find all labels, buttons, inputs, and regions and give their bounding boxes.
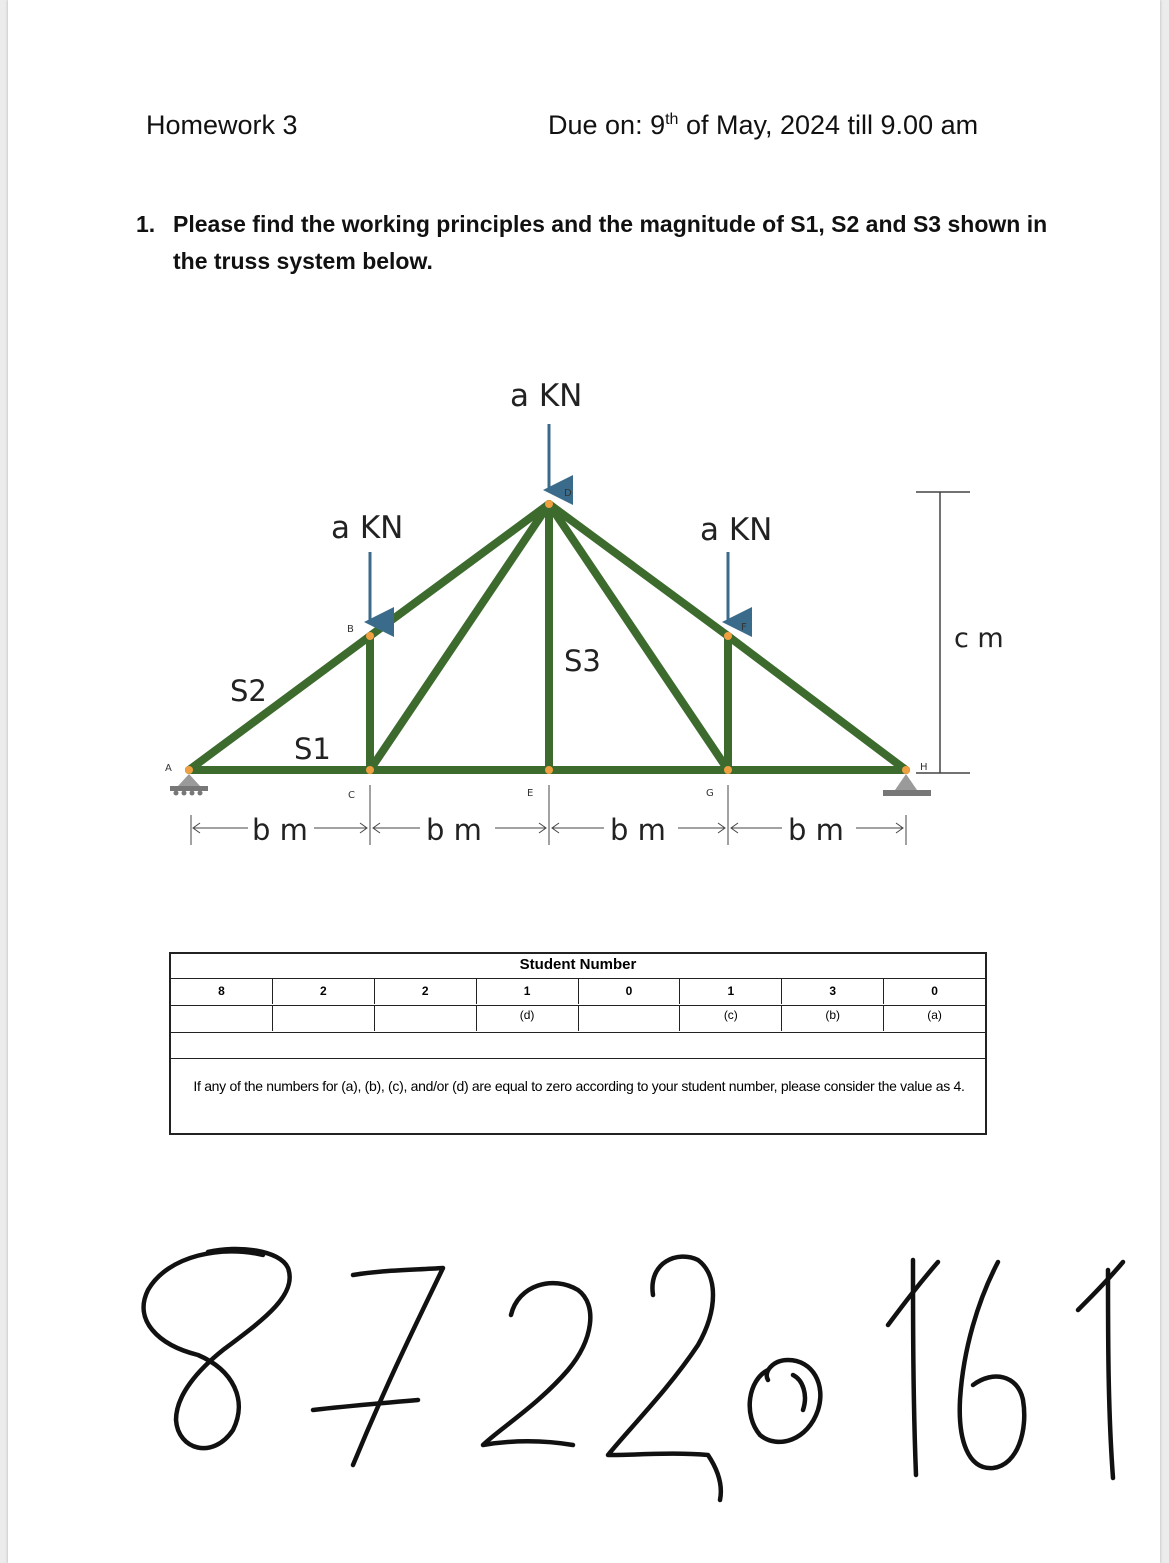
height-label: c m [954, 623, 1004, 654]
table-note: If any of the numbers for (a), (b), (c), and/or (d) are equal to zero according to your student number, please consider the value as 4. [193, 1078, 965, 1094]
digit-cell: 1 [680, 979, 782, 1004]
node-label-c: C [348, 790, 355, 801]
digit-cell: 8 [171, 979, 273, 1004]
node-label-d: D [564, 488, 572, 499]
load-label-d: a KN [510, 378, 583, 414]
digit-cell: 3 [782, 979, 884, 1004]
question-text: Please find the working principles and the magnitude of S1, S2 and S3 shown in the truss system below. [173, 211, 1048, 274]
member-label-s2: S2 [230, 674, 267, 708]
span-label-4: b m [788, 813, 844, 847]
digit-cell: 2 [375, 979, 477, 1004]
due-sup: th [665, 111, 679, 128]
node-label-g: G [706, 788, 714, 799]
span-label-3: b m [610, 813, 666, 847]
member-label-s1: S1 [294, 732, 331, 766]
handwritten-student-number [8, 0, 1160, 1563]
node-label-a: A [165, 763, 172, 774]
table-title: Student Number [519, 956, 637, 973]
member-label-s3: S3 [564, 644, 601, 678]
node-label-b: B [347, 624, 354, 635]
label-cell: (a) [927, 1008, 942, 1022]
digit-cell: 0 [931, 984, 938, 998]
digit-cell: 1 [477, 979, 579, 1004]
load-label-f: a KN [700, 512, 773, 548]
due-suffix: of May, 2024 till 9.00 am [678, 110, 979, 140]
label-cell: (b) [782, 1006, 884, 1031]
load-label-b: a KN [331, 510, 404, 546]
due-prefix: Due on: 9 [548, 110, 666, 140]
node-label-e: E [527, 788, 534, 799]
page [8, 0, 1160, 1563]
span-label-1: b m [252, 813, 308, 847]
homework-title: Homework 3 [146, 110, 298, 140]
label-cell: (c) [680, 1006, 782, 1031]
digit-cell: 2 [273, 979, 375, 1004]
node-label-f: F [741, 622, 747, 633]
label-cell: (d) [477, 1006, 579, 1031]
node-label-h: H [920, 762, 928, 773]
digit-cell: 0 [579, 979, 681, 1004]
question-number: 1. [136, 211, 156, 237]
span-label-2: b m [426, 813, 482, 847]
